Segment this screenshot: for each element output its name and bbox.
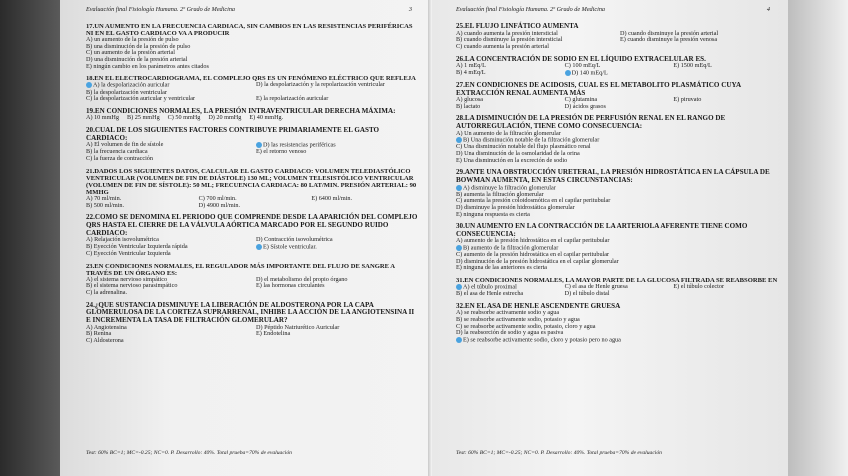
- question-title: 21.DADOS LOS SIGUIENTES DATOS, CALCULAR EL GASTO CARDIACO: VOLUMEN TELEDIASTÓLICO VENTRICULAR (VOLUMEN DE FIN DE DIÁSTOLE) 130 ML; VOLUMEN TELESISTÓLICO VENTRICULAR (VOLUMEN DE FIN DE SÍSTOLE): 50 ML; FRECUENCIA CARDIACA: 80 LAT/MIN. PRESIÓN ARTERIAL: 90 MMHG: [86, 167, 417, 196]
- question-title: 30.UN AUMENTO EN LA CONTRACCIÓN DE LA ARTERIOLA AFERENTE TIENE COMO CONSECUENCIA:: [456, 222, 748, 238]
- background-left: [0, 0, 60, 476]
- option-b[interactable]: B) Renina: [86, 330, 112, 338]
- option-a[interactable]: A) el sistema nervioso simpático: [86, 275, 168, 283]
- option-d[interactable]: D) 20 mmHg: [208, 114, 242, 122]
- option-a[interactable]: A) aumento de la presión hidrostática en el capilar peritubular: [456, 237, 610, 245]
- page-header: [86, 6, 420, 13]
- question-21: [86, 168, 420, 210]
- option-e[interactable]: E) 40 mmHg.: [249, 114, 284, 122]
- answer-mark-icon: [456, 337, 462, 343]
- option-a[interactable]: A) Relajación isovolumétrica: [86, 236, 159, 244]
- question-18: [86, 75, 420, 102]
- question-24: [86, 302, 420, 345]
- option-e[interactable]: E) Una disminución en la excreción de sodio: [456, 156, 568, 164]
- option-e[interactable]: E) la repolarización auricular: [256, 95, 329, 103]
- question-title: 17.UN AUMENTO EN LA FRECUENCIA CARDIACA, SIN CAMBIOS EN LAS RESISTENCIAS PERIFÉRICAS NI EN EL GASTO CARDIACO VA A PRODUCIR: [86, 23, 413, 38]
- option-c[interactable]: C) aumenta la presión coloidosmótica en el capilar peritubular: [456, 197, 611, 205]
- option-d[interactable]: D) Una disminución de la osmolaridad de la orina: [456, 150, 580, 158]
- question-title: 28.LA DISMINUCIÓN DE LA PRESIÓN DE PERFUSIÓN RENAL EN EL RANGO DE AUTORREGULACIÓN, TIENE COMO CONSECUENCIA:: [456, 114, 726, 131]
- option-c[interactable]: C) glutamina: [564, 96, 598, 104]
- question-title: 20.CUAL DE LOS SIGUIENTES FACTORES CONTRIBUYE PRIMARIAMENTE EL GASTO CARDIACO:: [86, 126, 380, 142]
- option-b[interactable]: B) la frecuencia cardiaca: [86, 148, 148, 156]
- answer-mark-icon: [456, 185, 462, 191]
- question-19: [86, 108, 420, 122]
- answer-mark-icon: [256, 244, 262, 250]
- option-d[interactable]: D) las resistencias periféricas: [256, 142, 420, 149]
- option-c[interactable]: C) cuando aumenta la presión arterial: [456, 42, 549, 50]
- question-22: [86, 214, 420, 257]
- header-title: Evaluación final Fisiología Humana. 2º Grado de Medicina: [456, 6, 606, 13]
- header-title: Evaluación final Fisiología Humana. 2º Grado de Medicina: [86, 6, 236, 13]
- option-c[interactable]: C) 100 mEq/L: [564, 62, 601, 70]
- option-e[interactable]: E) el retorno venoso: [256, 148, 307, 156]
- option-a[interactable]: A) Angiotensina: [86, 323, 127, 331]
- option-a[interactable]: A) un aumento de la presión de pulso: [86, 36, 179, 44]
- option-d[interactable]: D) Péptido Natriurético Auricular: [256, 323, 340, 331]
- option-c[interactable]: C) la fuerza de contracción: [86, 155, 153, 163]
- option-b[interactable]: B) cuando disminuye la presión intersticial: [456, 36, 563, 44]
- option-c[interactable]: C) se reabsorbe activamente sodio, potasio, cloro y agua: [456, 322, 596, 330]
- option-a[interactable]: A) El volumen de fin de sístole: [86, 141, 164, 149]
- question-31: [456, 277, 778, 298]
- option-d[interactable]: D) la reabsorción de sodio y agua es pasiva: [456, 329, 564, 337]
- option-e[interactable]: E) se reabsorbe activamente sodio, cloro y potasio pero no agua: [456, 337, 778, 344]
- option-a[interactable]: A) la despolarización auricular: [86, 82, 250, 89]
- answer-mark-icon: [86, 82, 92, 88]
- option-c[interactable]: C) 50 mmHg: [167, 114, 201, 122]
- question-25: [456, 23, 778, 51]
- question-title: 19.EN CONDICIONES NORMALES, LA PRESIÓN INTRAVENTRICULAR DERECHA MÁXIMA:: [86, 106, 396, 115]
- page-number: 4: [766, 6, 770, 13]
- page-footer: Test: 60% BC=1; MC=-0.25; NC=0. P. Desarrollo: 40%. Total prueba=70% de evaluación: [86, 450, 292, 456]
- option-d[interactable]: D) el metabolismo del propio órgano: [256, 275, 348, 283]
- option-a[interactable]: A) el túbulo proximal: [456, 284, 561, 291]
- option-c[interactable]: C) el asa de Henle gruesa: [564, 283, 628, 291]
- option-e[interactable]: E) el túbulo colector: [673, 283, 725, 291]
- exam-page-left: [60, 0, 432, 476]
- option-e[interactable]: E) piruvato: [673, 96, 702, 104]
- answer-mark-icon: [565, 70, 571, 76]
- option-c[interactable]: C) Una disminución notable del flujo plasmático renal: [456, 143, 591, 151]
- option-e[interactable]: E) 6400 ml/min.: [311, 195, 353, 203]
- question-title: 31.EN CONDICIONES NORMALES, LA MAYOR PARTE DE LA GLUCOSA FILTRADA SE REABSORBE EN: [456, 277, 778, 284]
- option-b[interactable]: B) Eyección Ventricular Izquierda rápida: [86, 242, 188, 250]
- question-23: [86, 263, 420, 297]
- question-title: 27.EN CONDICIONES DE ACIDOSIS, CUAL ES EL METABOLITO PLASMÁTICO CUYA EXTRACCIÓN RENAL AUMENTA MÁS: [456, 80, 741, 97]
- option-c[interactable]: C) Eyección Ventricular Izquierda: [86, 249, 171, 257]
- option-d[interactable]: D) el túbulo distal: [564, 290, 610, 298]
- option-e[interactable]: E) Endotelina: [256, 330, 291, 338]
- option-b[interactable]: B) 4 mEq/L: [456, 68, 486, 76]
- option-e[interactable]: E) 1500 mEq/L: [673, 62, 712, 70]
- option-b[interactable]: B) 500 ml/min.: [86, 201, 124, 209]
- question-26: [456, 56, 778, 77]
- option-d[interactable]: D) la despolarización y la repolarización ventricular: [256, 81, 385, 89]
- option-d[interactable]: D) ácidos grasos: [564, 102, 606, 110]
- question-title: 24.¿QUE SUSTANCIA DISMINUYE LA LIBERACIÓN DE ALDOSTERONA POR LA CAPA GLOMERULOSA DE LA CORTEZA SUPRARRENAL, INHIBE LA ACCIÓN DE LA ANGIOTENSINA II E INCREMENTA LA TASA DE FILTRACIÓN GLOMERULAR?: [86, 300, 415, 324]
- option-a[interactable]: A) disminuye la filtración glomerular: [456, 185, 778, 192]
- option-b[interactable]: B) lactato: [456, 102, 481, 110]
- page-header: [456, 6, 778, 13]
- question-title: 29.ANTE UNA OBSTRUCCIÓN URETERAL, LA PRESIÓN HIDROSTÁTICA EN LA CÁPSULA DE BOWMAN AUMENTA, EN ESTAS CIRCUNSTANCIAS:: [456, 168, 770, 184]
- option-a[interactable]: A) cuando aumenta la presión intersticial: [456, 29, 558, 37]
- question-title: 18.EN EL ELECTROCARDIOGRAMA, EL COMPLEJO QRS ES UN FENÓMENO ELÉCTRICO QUE REFLEJA: [86, 75, 416, 83]
- question-title: 26.LA CONCENTRACIÓN DE SODIO EN EL LÍQUIDO EXTRACELULAR ES.: [456, 54, 706, 63]
- option-b[interactable]: B) aumenta la filtración glomerular: [456, 190, 544, 198]
- option-a[interactable]: A) 70 ml/min.: [86, 195, 122, 203]
- option-b[interactable]: B) la despolarización ventricular: [86, 88, 167, 96]
- option-d[interactable]: D) cuando disminuye la presión arterial: [620, 29, 719, 37]
- option-a[interactable]: A) se reabsorbe activamente sodio y agua: [456, 309, 560, 317]
- option-c[interactable]: C) la despolarización auricular y ventricular: [86, 95, 196, 103]
- option-c[interactable]: C) un aumento de la presión arterial: [86, 49, 175, 57]
- question-30: [456, 223, 778, 272]
- option-e[interactable]: E) ninguna de las anteriores es cierta: [456, 264, 548, 272]
- option-d[interactable]: D) 4900 ml/min.: [198, 201, 241, 209]
- question-title: 25.EL FLUJO LINFÁTICO AUMENTA: [456, 22, 579, 30]
- option-e[interactable]: E) Sístole ventricular.: [256, 244, 420, 251]
- question-28: [456, 115, 778, 164]
- option-b[interactable]: B) 25 mmHg: [127, 114, 160, 122]
- option-a[interactable]: A) 1 mEq/L: [456, 62, 486, 70]
- question-32: [456, 303, 778, 344]
- option-b[interactable]: B) aumento de la filtración glomerular: [456, 245, 778, 252]
- option-a[interactable]: A) Un aumento de la filtración glomerular: [456, 129, 561, 137]
- option-c[interactable]: C) la adrenalina.: [86, 289, 128, 297]
- option-c[interactable]: C) aumento de la presión hidrostática en el capilar peritubular: [456, 251, 610, 259]
- question-29: [456, 169, 778, 218]
- option-a[interactable]: A) 10 mmHg: [86, 114, 119, 122]
- question-title: 22.COMO SE DENOMINA EL PERIODO QUE COMPRENDE DESDE LA APARICIÓN DEL COMPLEJO QRS HASTA EL CIERRE DE LA VÁLVULA AÓRTICA MARCADO POR EL SEGUNDO RUIDO CARDIACO:: [86, 213, 418, 237]
- page-number: 3: [408, 6, 412, 13]
- exam-page-right: [432, 0, 788, 476]
- option-b[interactable]: B) se reabsorbe activamente sodio, potasio y agua: [456, 316, 580, 324]
- option-d[interactable]: D) disminuye la presión hidrostática glomerular: [456, 203, 575, 211]
- page-footer: Test: 60% BC=1; MC=-0.25; NC=0. P. Desarrollo: 40%. Total prueba=70% de evaluación: [456, 450, 662, 456]
- question-17: [86, 23, 420, 70]
- option-a[interactable]: A) glucosa: [456, 96, 483, 104]
- option-e[interactable]: E) ninguna respuesta es cierta: [456, 210, 530, 218]
- option-b[interactable]: B) el asa de Henle estrecha: [456, 290, 524, 298]
- option-d[interactable]: D) una disminución de la presión arterial: [86, 56, 188, 64]
- question-27: [456, 82, 778, 111]
- background-right: [788, 0, 848, 476]
- option-c[interactable]: C) 700 ml/min.: [198, 195, 237, 203]
- option-b[interactable]: B) Una disminución notable de la filtración glomerular: [456, 137, 778, 144]
- option-b[interactable]: B) una disminución de la presión de pulso: [86, 42, 191, 50]
- option-d[interactable]: D) Contracción isovolumétrica: [256, 236, 333, 244]
- question-title: 32.EN EL ASA DE HENLE ASCENDENTE GRUESA: [456, 301, 621, 310]
- option-e[interactable]: E) ningún cambio en los parámetros antes citados: [86, 62, 209, 70]
- question-20: [86, 127, 420, 163]
- option-e[interactable]: E) las hormonas circulantes: [256, 282, 325, 290]
- option-d[interactable]: D) 140 mEq/L: [565, 70, 670, 77]
- option-c[interactable]: C) Aldosterona: [86, 336, 124, 344]
- option-d[interactable]: D) disminución de la presión hidrostática en el capilar glomerular: [456, 257, 619, 265]
- option-b[interactable]: B) el sistema nervioso parasimpático: [86, 282, 178, 290]
- question-title: 23.EN CONDICIONES NORMALES, EL REGULADOR MÁS IMPORTANTE DEL FLUJO DE SANGRE A TRAVÉS DE UN ÓRGANO ES:: [86, 262, 395, 277]
- option-e[interactable]: E) cuando disminuye la presión venosa: [620, 36, 718, 44]
